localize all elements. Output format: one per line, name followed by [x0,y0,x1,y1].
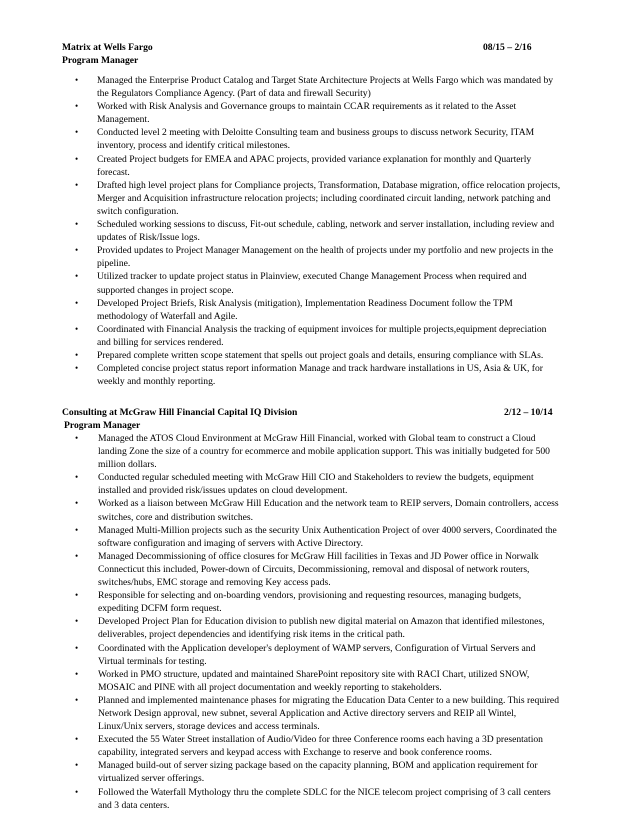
bullet-text: Managed Decommissioning of office closures for McGraw Hill facilities in Texas and JD Power office in Norwalk Connecticut this included, Power-down of Circuits, Decommissioning, removal and disposal of network routers, switches/hubs, EMC storage and removing Key access pads. [98,550,539,589]
bullet-text: Executed the 55 Water Street installation of Audio/Video for three Conference rooms each having a 3D presentation capability, integrated servers and keypad access with Exchange to reserve and book conference rooms. [98,734,543,759]
bullet-text: Responsible for selecting and on-boarding vendors, provisioning and requesting resources, managing budgets, expediting DCFM form request. [98,590,522,615]
bullet-item [62,349,562,362]
bullet-text: Managed the ATOS Cloud Environment at McGraw Hill Financial, worked with Global team to construct a Cloud landing Zone the size of a country for ecommerce and mobile application support. This was initially budgeted for 500 million dollars. [98,433,550,471]
bullet-item [62,524,562,550]
bullet-icon: • [75,786,79,797]
bullet-item [62,218,562,244]
bullet-text: Utilized tracker to update project status in Plainview, executed Change Management Process when required and supported changes in project scope. [97,271,527,296]
job-title: Program Manager [62,55,139,66]
bullet-item [62,432,562,471]
bullet-text: Provided updates to Project Manager Management on the health of projects under my portfolio and new projects in the pipeline. [97,245,554,270]
bullet-item [62,615,562,641]
bullet-icon: • [75,734,79,745]
bullet-icon: • [75,668,79,679]
bullet-item [62,244,562,270]
job-title: Program Manager [64,420,141,431]
job-company: Matrix at Wells Fargo [62,42,153,53]
bullet-text: Followed the Waterfall Mythology thru the complete SDLC for the NICE telecom project comprising of 3 call centers and 3 data centers. [98,786,551,811]
job-wells-fargo [62,41,562,388]
bullet-item [62,471,562,497]
bullet-icon: • [75,550,79,561]
bullet-item [62,323,562,349]
bullet-icon: • [75,524,79,535]
bullet-text: Managed the Enterprise Product Catalog and Target State Architecture Projects at Wells Fargo which was mandated by the Regulators Compliance Agency. (Part of data and firewall Security) [97,75,554,100]
bullet-text: Developed Project Briefs, Risk Analysis (mitigation), Implementation Readiness Document follow the TPM methodology of Waterfall and Agile. [97,297,513,322]
bullet-icon: • [75,349,79,360]
bullet-item [62,550,562,589]
bullet-text: Created Project budgets for EMEA and APAC projects, provided variance explanation for monthly and Quarterly forecast. [97,153,532,178]
job-company: Consulting at McGraw Hill Financial Capital IQ Division [62,407,298,418]
bullet-icon: • [75,153,79,164]
bullet-icon: • [75,498,79,509]
bullet-icon: • [75,179,79,190]
bullet-item [62,497,562,523]
bullet-icon: • [75,694,79,705]
bullet-text: Scheduled working sessions to discuss, Fit-out schedule, cabling, network and server installation, including review and updates of Risk/Issue logs. [97,219,555,244]
bullet-item [62,786,562,812]
bullet-text: Managed build-out of server sizing package based on the capacity planning, BOM and application requirement for virtualized server offerings. [98,760,538,785]
bullet-text: Worked as a liaison between McGraw Hill Education and the network team to REIP servers, Domain controllers, access switches, core and distribution switches. [98,498,559,523]
job-mcgraw-hill [62,406,562,812]
job-header [62,406,562,419]
bullet-text: Worked with Risk Analysis and Governance groups to maintain CCAR requirements as it related to the Asset Management. [97,101,517,126]
job-dates: 2/12 – 10/14 [504,407,553,418]
bullet-text: Coordinated with the Application developer's deployment of WAMP servers, Configuration of Virtual Servers and Virtual terminals for testing. [98,642,536,667]
bullet-item [62,668,562,694]
bullet-text: Planned and implemented maintenance phases for migrating the Education Data Center to a new building. This required Network Design approval, new subnet, several Application and Active directory servers and REIP all Wintel, Linux/Unix servers, storage devices and access terminals. [98,694,559,733]
bullet-item [62,642,562,668]
job-dates: 08/15 – 2/16 [483,42,532,53]
bullet-item [62,297,562,323]
bullet-item [62,153,562,179]
bullet-item [62,362,562,388]
bullet-icon: • [75,297,79,308]
bullet-icon: • [75,760,79,771]
bullet-icon: • [75,245,79,256]
bullet-icon: • [75,433,79,443]
bullet-icon: • [75,271,79,282]
responsibility-list [62,432,562,812]
bullet-text: Drafted high level project plans for Compliance projects, Transformation, Database migration, office relocation projects, Merger and Acquisition infrastructure relocation projects; including coordinated circuit landing, network patching and switch configuration. [97,179,561,217]
bullet-icon: • [75,642,79,653]
bullet-icon: • [75,363,79,374]
bullet-item [62,100,562,126]
bullet-text: Prepared complete written scope statement that spells out project goals and details, ensuring compliance with SLAs. [97,349,544,361]
bullet-item [62,179,562,218]
bullet-text: Conducted regular scheduled meeting with McGraw Hill CIO and Stakeholders to review the budgets, equipment installed and provided risk/issues updates on cloud development. [98,472,534,497]
bullet-icon: • [75,323,79,334]
bullet-text: Conducted level 2 meeting with Deloitte Consulting team and business groups to discuss network Security, ITAM inventory, process and identify critical milestones. [97,127,535,152]
bullet-icon: • [75,472,79,483]
bullet-item [62,589,562,615]
job-header [62,41,562,54]
bullet-icon: • [75,75,79,85]
bullet-item [62,126,562,152]
bullet-text: Managed Multi-Million projects such as the security Unix Authentication Project of over 4000 servers, Coordinated the software configuration and imaging of servers with Active Directory. [98,524,557,549]
bullet-item [62,694,562,733]
bullet-item [62,759,562,785]
bullet-item [62,270,562,296]
bullet-text: Worked in PMO structure, updated and maintained SharePoint repository site with RACI Chart, utilized SNOW, MOSAIC and PINE with all project documentation and weekly reporting to stakeholders. [98,668,530,693]
bullet-icon: • [75,219,79,230]
bullet-text: Coordinated with Financial Analysis the tracking of equipment invoices for multiple projects,equipment depreciation and billing for services rendered. [97,323,547,348]
bullet-text: Developed Project Plan for Education division to publish new digital material on Amazon that identified milestones, deliverables, project dependencies and identifying risk items in the critical path. [98,616,545,641]
bullet-icon: • [75,101,79,112]
bullet-item [62,74,562,100]
bullet-icon: • [75,616,79,627]
bullet-text: Completed concise project status report information Manage and track hardware installations in US, Asia & UK, for weekly and monthly reporting. [97,363,543,388]
bullet-icon: • [75,127,79,138]
responsibility-list [62,74,562,388]
bullet-item [62,733,562,759]
bullet-icon: • [75,590,79,601]
